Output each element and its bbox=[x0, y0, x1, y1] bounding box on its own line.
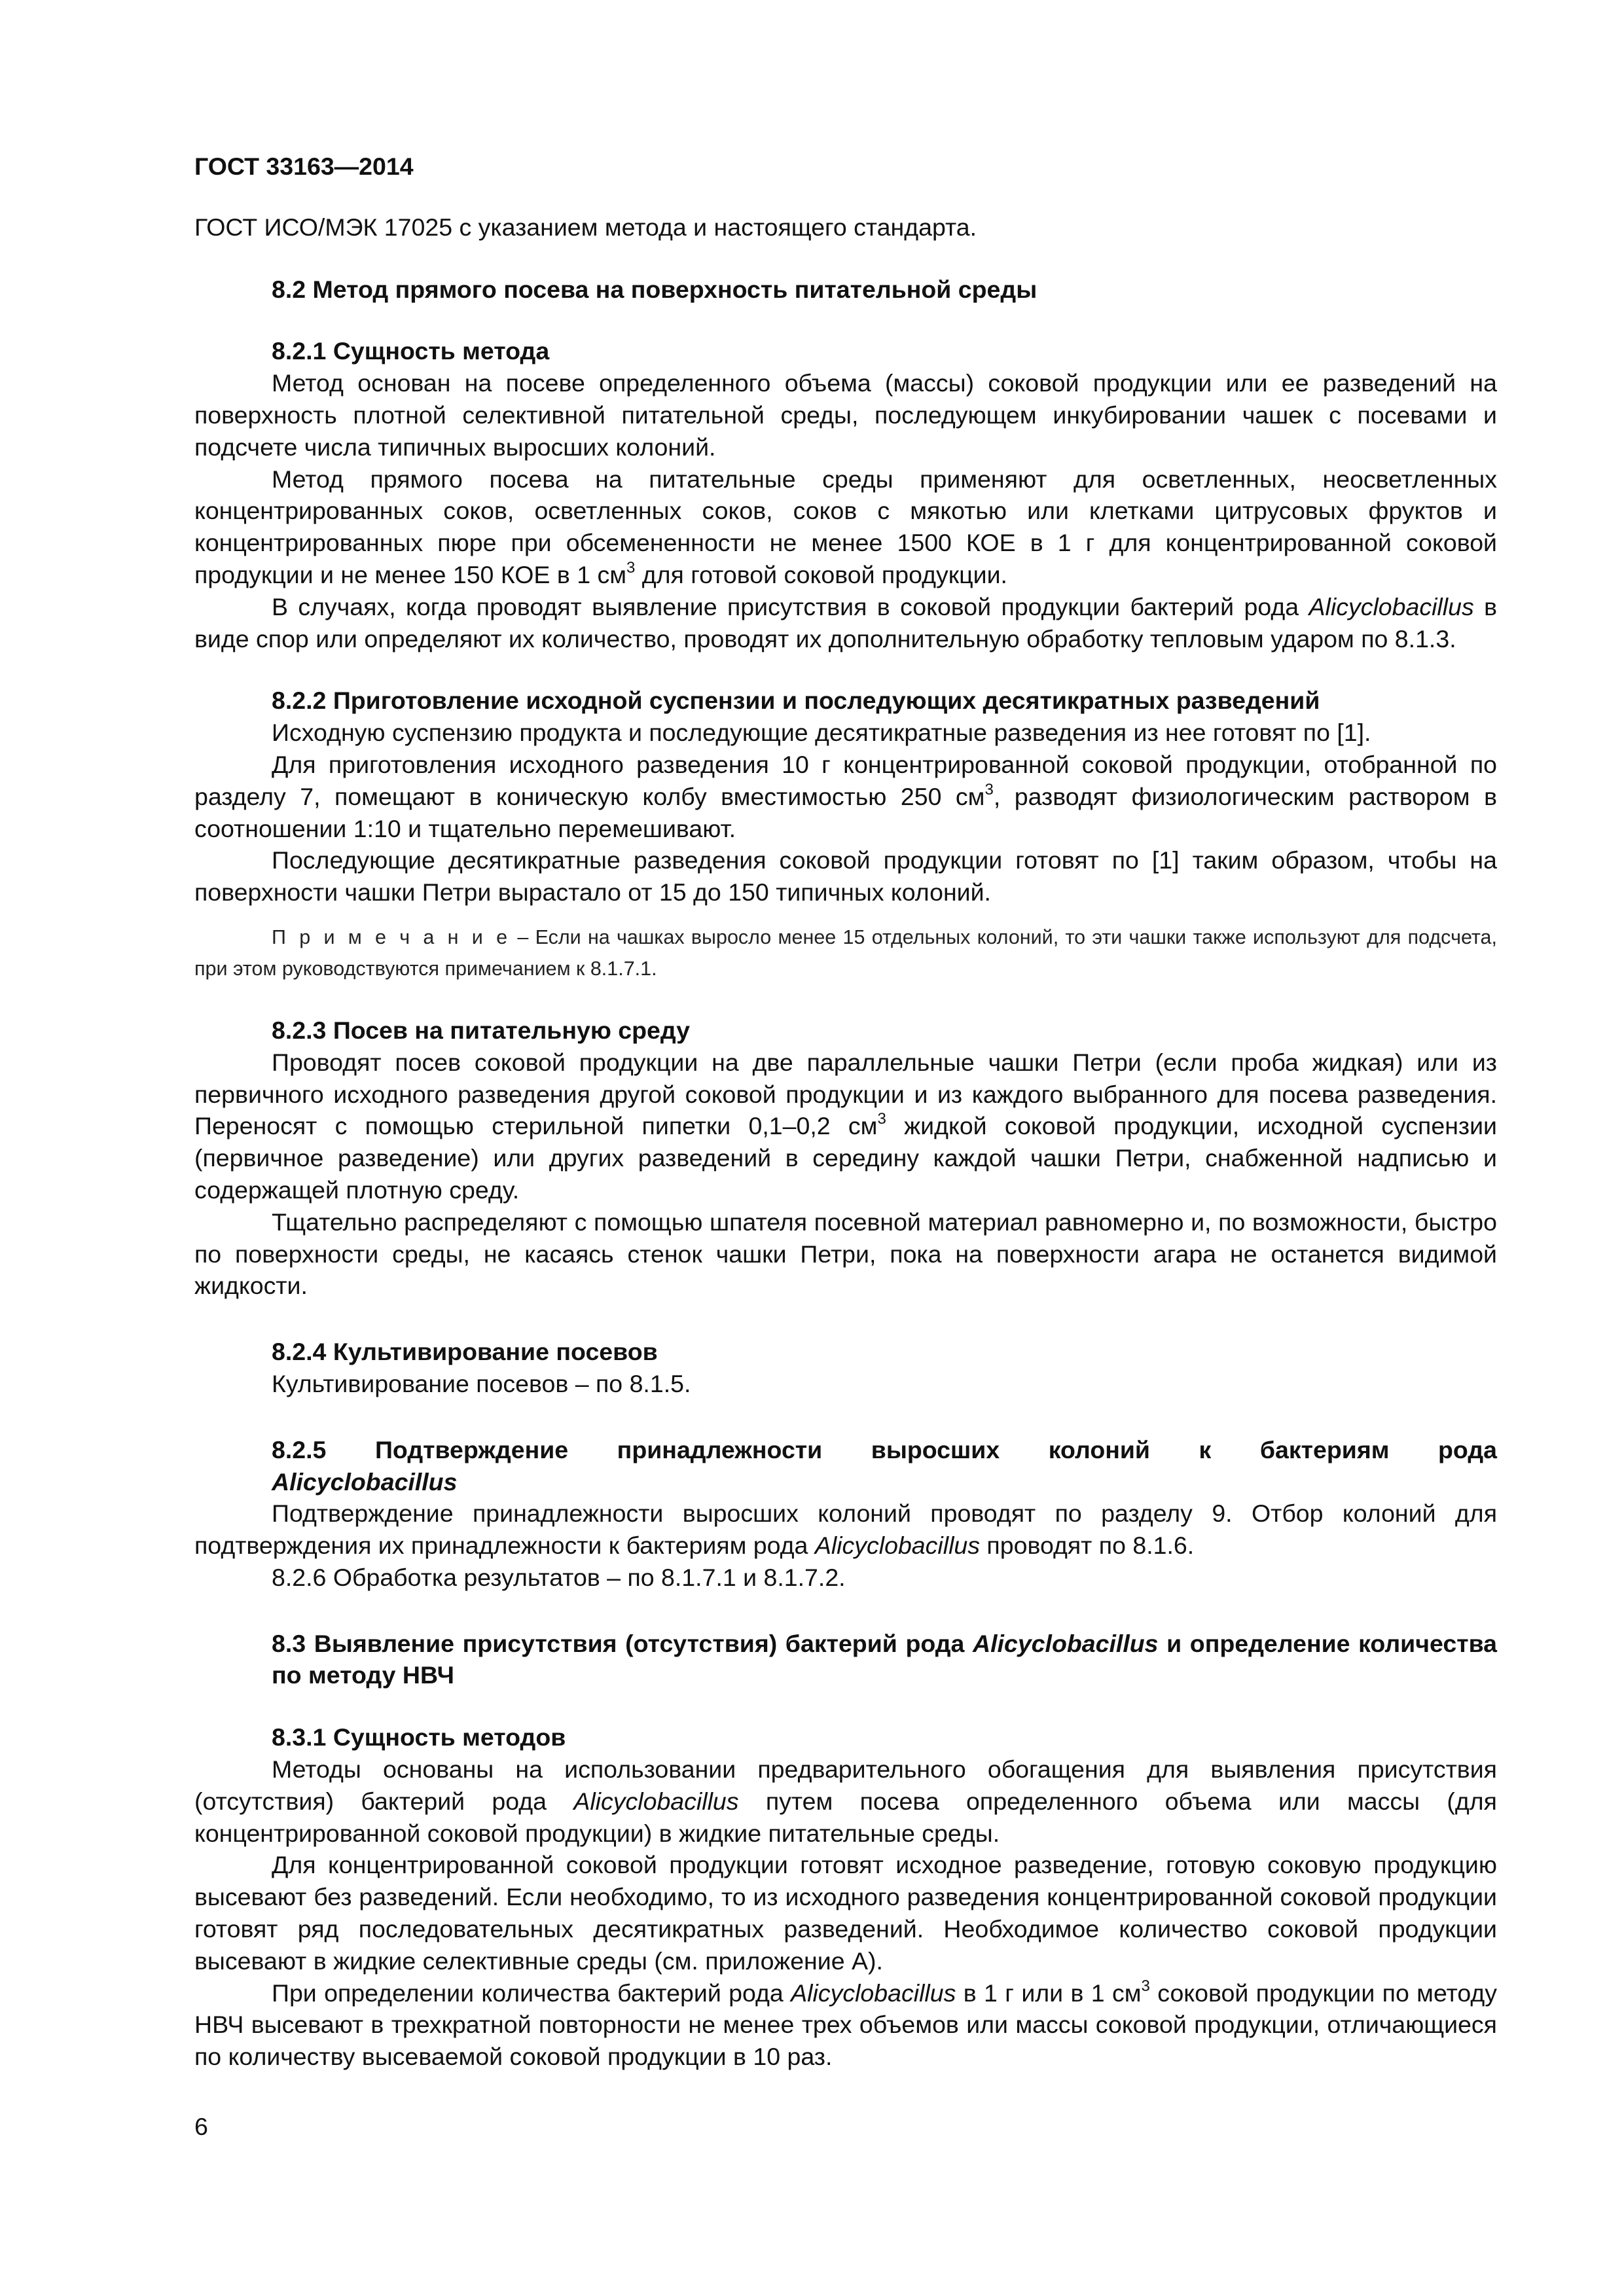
section-8-2-2-title: 8.2.2 Приготовление исходной суспензии и последующих десятикратных разведений bbox=[272, 687, 1320, 715]
section-8-2-1-paragraph-1: Метод основан на посеве определенного объема (массы) соковой продукции или ее разведений на поверхность плотной селективной питательной среды, последующем инкубировании чашек с посевами и подсчете числа типичных выросших колоний. bbox=[194, 369, 1497, 461]
section-8-2-title: 8.2 Метод прямого посева на поверхность питательной среды bbox=[272, 275, 1038, 303]
intro-line: ГОСТ ИСО/МЭК 17025 с указанием метода и настоящего стандарта. bbox=[194, 213, 977, 241]
section-8-2-4-title: 8.2.4 Культивирование посевов bbox=[272, 1338, 658, 1366]
section-8-3-title: 8.3 Выявление присутствия (отсутствия) бактерий рода Alicyclobacillus и определение количества по методу НВЧ bbox=[272, 1629, 1498, 1689]
section-8-2-5-paragraph-1: Подтверждение принадлежности выросших колоний проводят по разделу 9. Отбор колоний для подтверждения их принадлежности к бактериям рода Alicyclobacillus проводят по 8.1.6. bbox=[194, 1499, 1497, 1560]
section-8-2-1-paragraph-3: В случаях, когда проводят выявление присутствия в соковой продукции бактерий рода Alicyclobacillus в виде спор или определяют их количество, проводят их дополнительную обработку тепловым ударом по 8.1.3. bbox=[194, 592, 1498, 653]
section-8-3-1-paragraph-2: Для концентрированной соковой продукции готовят исходное разведение, готовую соковую продукцию высевают без разведений. Если необходимо, то из исходного разведения концентрированной соковой продукции готовят ряд последовательных десятикратных разведений. Необходимое количество соковой продукции высевают в жидкие селективные среды (см. приложение А). bbox=[194, 1851, 1497, 1975]
section-8-2-4-paragraph-1: Культивирование посевов – по 8.1.5. bbox=[272, 1369, 691, 1397]
page-number: 6 bbox=[194, 2113, 208, 2140]
section-8-3-1-title: 8.3.1 Сущность методов bbox=[272, 1723, 566, 1751]
section-8-2-1-paragraph-2: Метод прямого посева на питательные среды применяют для осветленных, неосветленных концентрированных соков, осветленных соков, соков с мякотью или клетками цитрусовых фруктов и концентрированных пюре при обсемененности не менее 1500 КОЕ в 1 г для концентрированной соковой продукции и не менее 150 КОЕ в 1 $см^3$ для готовой соковой продукции. bbox=[194, 465, 1497, 588]
section-8-2-2-paragraph-3: Последующие десятикратные разведения соковой продукции готовят по [1] таким образом, чтобы на поверхности чашки Петри вырастало от 15 до 150 типичных колоний. bbox=[194, 846, 1497, 906]
section-8-2-3-paragraph-1: Проводят посев соковой продукции на две параллельные чашки Петри (если проба жидкая) или из первичного исходного разведения другой соковой продукции и из каждого выбранного для посева разведения. Переносят с помощью стерильной пипетки 0,1–0,2 $см^3$ жидкой соковой продукции, исходной суспензии (первичное разведение) или других разведений в середину каждой чашки Петри, снабженной надписью и содержащей плотную среду. bbox=[194, 1048, 1497, 1204]
section-8-2-1-title: 8.2.1 Сущность метода bbox=[272, 337, 550, 365]
document-code-header: ГОСТ 33163—2014 bbox=[194, 152, 414, 180]
section-8-2-5-title-genus: Alicyclobacillus bbox=[272, 1467, 458, 1496]
section-8-2-3-title: 8.2.3 Посев на питательную среду bbox=[272, 1016, 691, 1044]
section-8-2-5-title: 8.2.5 Подтверждение принадлежности выросших колоний к бактериям рода bbox=[272, 1435, 1497, 1463]
section-8-3-1-paragraph-1: Методы основаны на использовании предварительного обогащения для выявления присутствия (отсутствия) бактерий рода Alicyclobacillus путем посева определенного объема или массы (для концентрированной соковой продукции) в жидкие питательные среды. bbox=[194, 1755, 1497, 1847]
document-page bbox=[194, 151, 1497, 2073]
section-8-2-6-line: 8.2.6 Обработка результатов – по 8.1.7.1 и 8.1.7.2. bbox=[272, 1563, 846, 1591]
section-8-2-3-paragraph-2: Тщательно распределяют с помощью шпателя посевной материал равномерно и, по возможности, быстро по поверхности среды, не касаясь стенок чашки Петри, пока на поверхности агара не останется видимой жидкости. bbox=[194, 1208, 1497, 1300]
section-8-2-2-note: П р и м е ч а н и е – Если на чашках выросло менее 15 отдельных колоний, то эти чашки также используют для подсчета, при этом руководствуются примечанием к 8.1.7.1. bbox=[194, 925, 1497, 980]
section-8-2-2-paragraph-1: Исходную суспензию продукта и последующие десятикратные разведения из нее готовят по [1]. bbox=[272, 719, 1371, 747]
section-8-3-1-paragraph-3: При определении количества бактерий рода Alicyclobacillus в 1 г или в 1 $см^3$ соковой продукции по методу НВЧ высевают в трехкратной повторности не менее трех объемов или массы соковой продукции, отличающиеся по количеству высеваемой соковой продукции в 10 раз. bbox=[194, 1977, 1497, 2071]
section-8-2-2-paragraph-2: Для приготовления исходного разведения 10 г концентрированной соковой продукции, отобранной по разделу 7, помещают в коническую колбу вместимостью 250 $см^3$, разводят физиологическим раствором в соотношении 1:10 и тщательно перемешивают. bbox=[194, 750, 1497, 842]
note-label: П р и м е ч а н и е bbox=[272, 925, 511, 948]
